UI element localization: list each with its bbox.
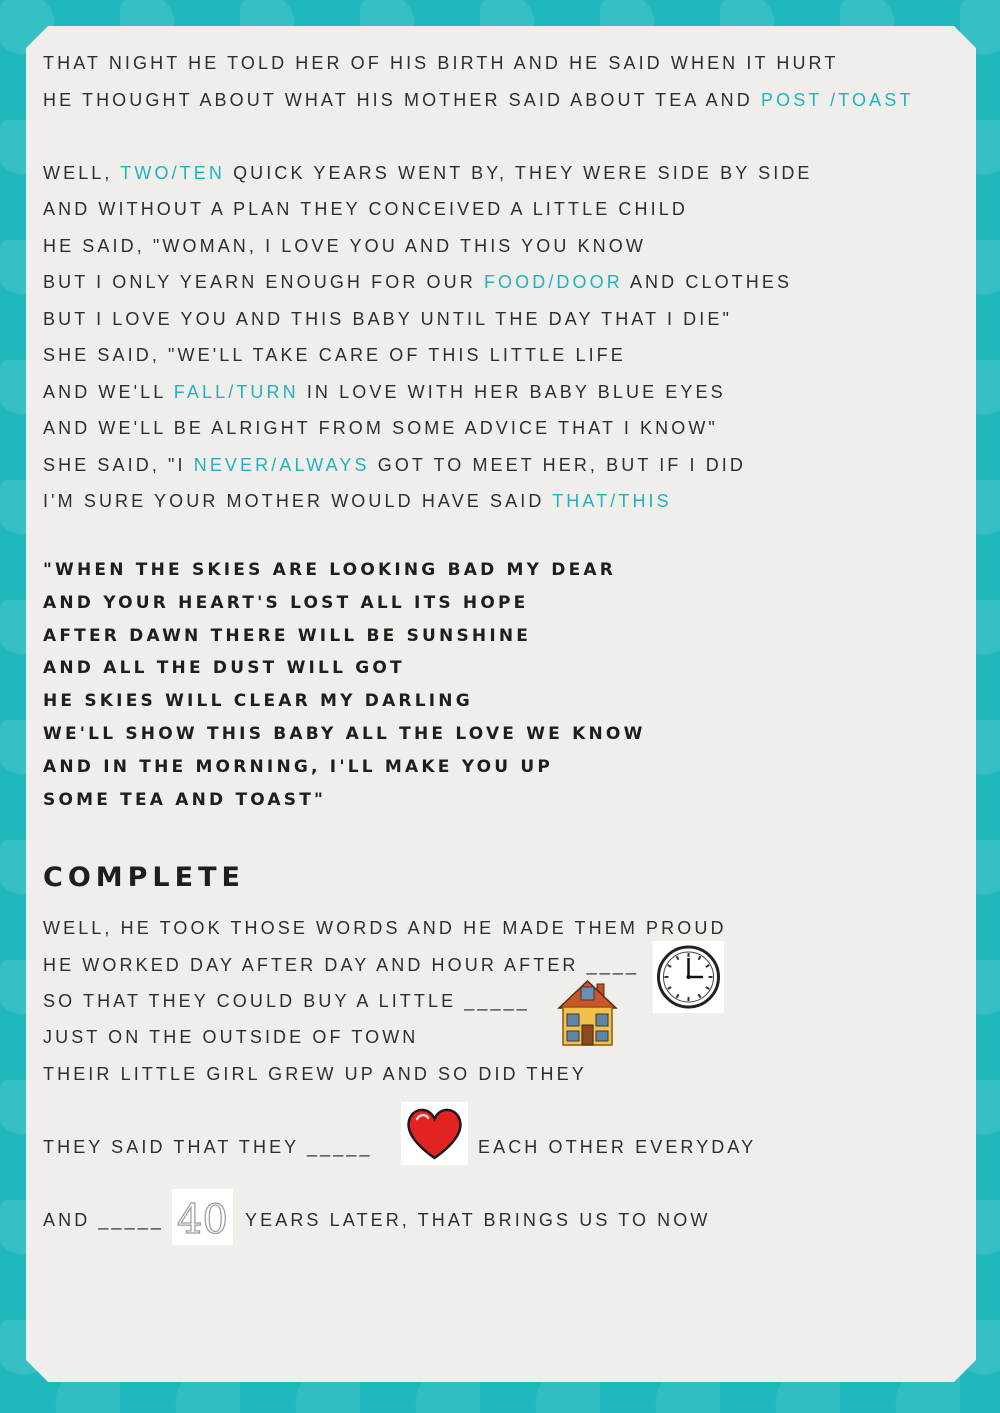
complete-line-6a: THEY SAID THAT THEY _____ bbox=[43, 1137, 373, 1157]
chorus-line-5: HE SKIES WILL CLEAR MY DARLING bbox=[43, 691, 473, 711]
chorus-line-1: "WHEN THE SKIES ARE LOOKING BAD MY DEAR bbox=[43, 560, 617, 580]
complete-line-6b: EACH OTHER EVERYDAY bbox=[478, 1137, 757, 1157]
lyric-line-4: AND WITHOUT A PLAN THEY CONCEIVED A LITTLE CHILD bbox=[43, 199, 688, 219]
choice-fall-turn[interactable]: FALL/TURN bbox=[173, 382, 299, 402]
lyric-line-12: I'M SURE YOUR MOTHER WOULD HAVE SAID THAT/THIS bbox=[43, 491, 672, 511]
choice-that-this[interactable]: THAT/THIS bbox=[552, 491, 672, 511]
lyric-line-1: THAT NIGHT HE TOLD HER OF HIS BIRTH AND HE SAID WHEN IT HURT bbox=[43, 53, 839, 73]
chorus-line-3: AFTER DAWN THERE WILL BE SUNSHINE bbox=[43, 626, 532, 646]
complete-line-5: THEIR LITTLE GIRL GREW UP AND SO DID THEY bbox=[43, 1064, 587, 1084]
lyric-line-7: BUT I LOVE YOU AND THIS BABY UNTIL THE DAY THAT I DIE" bbox=[43, 309, 732, 329]
lyric-line-3: WELL, TWO/TEN QUICK YEARS WENT BY, THEY WERE SIDE BY SIDE bbox=[43, 163, 813, 183]
forty-label: 40 bbox=[177, 1197, 228, 1243]
lyric-line-5: HE SAID, "WOMAN, I LOVE YOU AND THIS YOU KNOW bbox=[43, 236, 646, 256]
lyric-line-6: BUT I ONLY YEARN ENOUGH FOR OUR FOOD/DOOR AND CLOTHES bbox=[43, 272, 793, 292]
section-heading: COMPLETE bbox=[43, 862, 245, 893]
lyric-line-11: SHE SAID, "I NEVER/ALWAYS GOT TO MEET HER, BUT IF I DID bbox=[43, 455, 747, 475]
complete-line-2: HE WORKED DAY AFTER DAY AND HOUR AFTER ____ bbox=[43, 955, 640, 975]
complete-line-3: SO THAT THEY COULD BUY A LITTLE _____ bbox=[43, 991, 530, 1011]
chorus-line-7: AND IN THE MORNING, I'LL MAKE YOU UP bbox=[43, 757, 554, 777]
lyric-line-9: AND WE'LL FALL/TURN IN LOVE WITH HER BABY BLUE EYES bbox=[43, 382, 726, 402]
lyric-line-10: AND WE'LL BE ALRIGHT FROM SOME ADVICE THAT I KNOW" bbox=[43, 418, 718, 438]
chorus-line-6: WE'LL SHOW THIS BABY ALL THE LOVE WE KNOW bbox=[43, 724, 646, 744]
clock-icon bbox=[653, 941, 724, 1013]
choice-post-toast[interactable]: POST /TOAST bbox=[760, 90, 914, 110]
complete-line-7a: AND _____ bbox=[43, 1210, 164, 1230]
chorus-line-4: AND ALL THE DUST WILL GOT bbox=[43, 658, 405, 678]
number-forty-icon bbox=[172, 1189, 233, 1245]
complete-line-1: WELL, HE TOOK THOSE WORDS AND HE MADE THEM PROUD bbox=[43, 918, 727, 938]
complete-line-7b: YEARS LATER, THAT BRINGS US TO NOW bbox=[245, 1210, 711, 1230]
complete-line-4: JUST ON THE OUTSIDE OF TOWN bbox=[43, 1027, 419, 1047]
choice-never-always[interactable]: NEVER/ALWAYS bbox=[193, 455, 370, 475]
house-icon bbox=[557, 978, 618, 1047]
lyric-line-8: SHE SAID, "WE'LL TAKE CARE OF THIS LITTLE LIFE bbox=[43, 345, 626, 365]
lyric-line-2: HE THOUGHT ABOUT WHAT HIS MOTHER SAID ABOUT TEA AND POST /TOAST bbox=[43, 90, 914, 110]
heart-icon bbox=[401, 1102, 468, 1165]
choice-food-door[interactable]: FOOD/DOOR bbox=[483, 272, 623, 292]
chorus-line-2: AND YOUR HEART'S LOST ALL ITS HOPE bbox=[43, 593, 529, 613]
chorus-line-8: SOME TEA AND TOAST" bbox=[43, 790, 327, 810]
choice-two-ten[interactable]: TWO/TEN bbox=[120, 163, 225, 183]
